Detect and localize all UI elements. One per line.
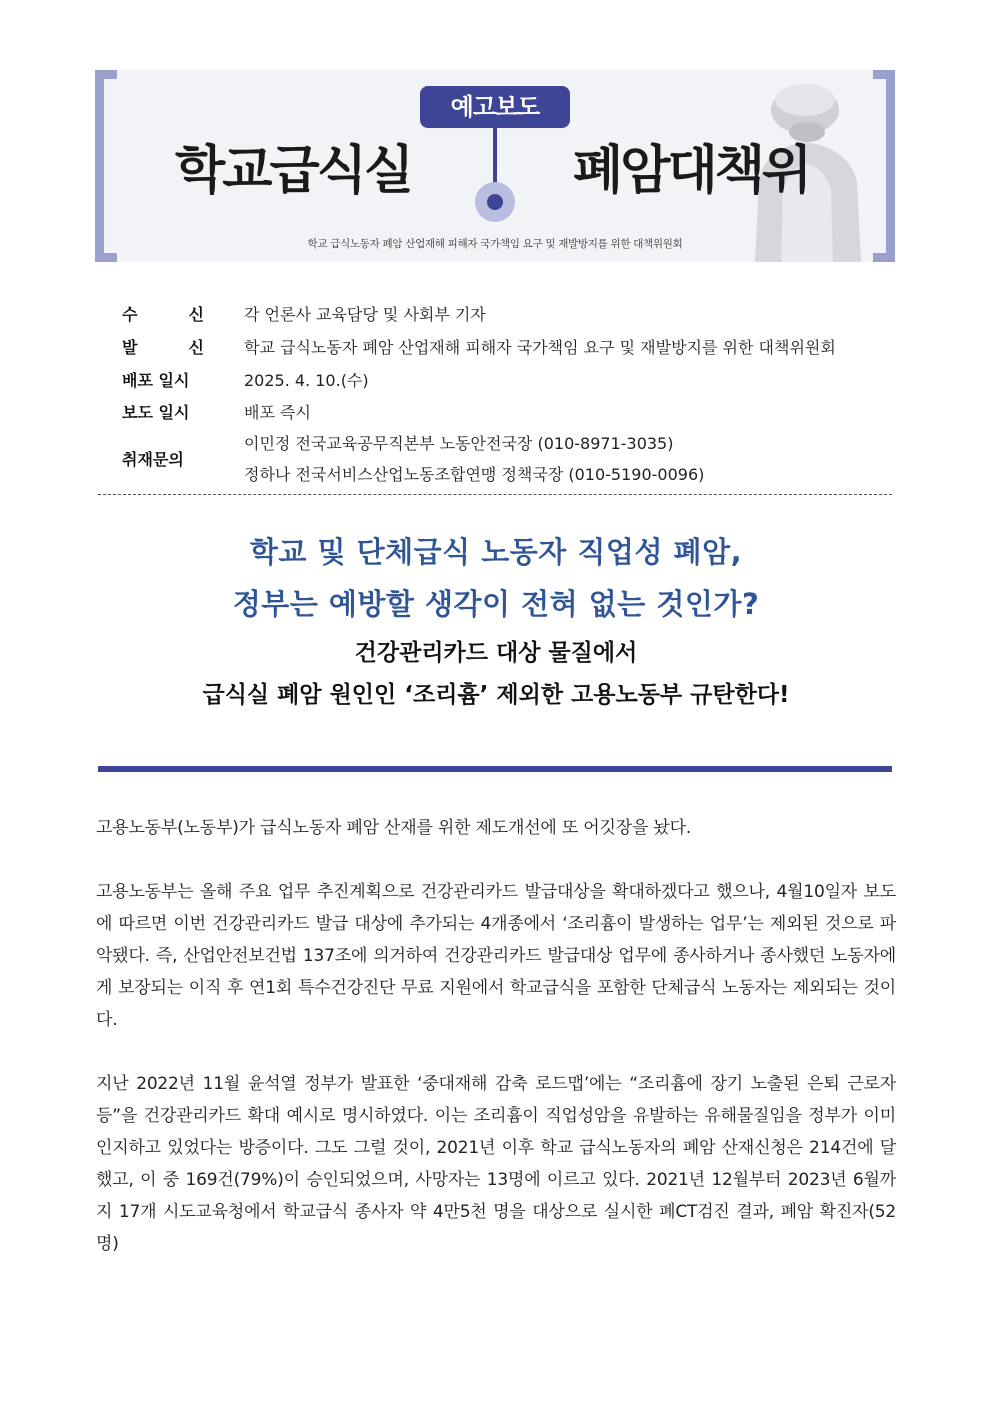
- recipient-label-a: 수: [122, 305, 138, 324]
- headline-line-2: 정부는 예방할 생각이 전혀 없는 것인가?: [232, 587, 760, 621]
- sender-value: 학교 급식노동자 폐암 산업재해 피해자 국가책임 요구 및 재발방지를 위한 대책위원회: [244, 338, 836, 357]
- report-label: 보도 일시: [122, 403, 190, 422]
- body-paragraph-3: 지난 2022년 11월 윤석열 정부가 발표한 ‘중대재해 감축 로드맵’에는 “조리흄에 장기 노출된 은퇴 근로자 등”을 건강관리카드 확대 예시로 명시하였다. 이는 조리흄이 직업성암을 유발하는 유해물질임을 정부가 이미 인지하고 있었다는 방증이다. 그도 그럴 것이, 2021년 이후 학교 급식노동자의 폐암 산재신청은 214건에 달했고, 이 중 169건(79%)이 승인되었으며, 사망자는 13명에 이르고 있다. 2021년 12월부터 2023년 6월까지 17개 시도교육청에서 학교급식 종사자 약 4만5천 명을 대상으로 실시한 폐CT검진 결과, 폐암 확진자(52명): [96, 1074, 896, 1254]
- distribution-value: 2025. 4. 10.(수): [244, 371, 369, 390]
- left-bracket: [95, 70, 117, 262]
- banner-left-title: 학교급식실: [175, 141, 412, 201]
- recipient-value: 각 언론사 교육담당 및 사회부 기자: [244, 305, 486, 324]
- report-value: 배포 즉시: [244, 403, 311, 422]
- recipient-label: [122, 302, 204, 325]
- body-paragraph-1: 고용노동부(노동부)가 급식노동자 폐암 산재를 위한 제도개선에 또 어깃장을 놨다.: [96, 818, 692, 838]
- subheadline-line-1: 건강관리카드 대상 물질에서: [354, 640, 638, 666]
- sender-label: [122, 335, 204, 358]
- headline-line-1: 학교 및 단체급식 노동자 직업성 폐암,: [249, 535, 743, 569]
- sender-label-a: 발: [122, 338, 138, 357]
- sender-label-b: 신: [188, 338, 204, 357]
- press-banner: [95, 70, 895, 262]
- recipient-label-b: 신: [188, 305, 204, 324]
- distribution-label: 배포 일시: [122, 371, 190, 390]
- body-paragraph-2: 고용노동부는 올해 주요 업무 추진계획으로 건강관리카드 발급대상을 확대하겠다고 했으나, 4월10일자 보도에 따르면 이번 건강관리카드 발급 대상에 추가되는 4개종에서 ‘조리흄이 발생하는 업무’는 제외된 것으로 파악됐다. 즉, 산업안전보건법 137조에 의거하여 건강관리카드 발급대상 업무에 종사하거나 종사했던 노동자에게 보장되는 이직 후 연1회 특수건강진단 무료 지원에서 학교급식을 포함한 단체급식 노동자는 제외되는 것이다.: [96, 882, 896, 1030]
- banner-right-title: 폐암대책위: [573, 141, 810, 201]
- preview-badge: 예고보도: [420, 86, 570, 128]
- contact-label: 취재문의: [122, 450, 184, 469]
- banner-subtitle: 학교 급식노동자 폐암 산업재해 피해자 국가책임 요구 및 재발방지를 위한 대책위원회: [307, 238, 683, 250]
- headline-rule: [98, 766, 892, 772]
- contact-value-2: 정하나 전국서비스산업노동조합연맹 정책국장 (010-5190-0096): [244, 465, 705, 484]
- info-divider: [98, 494, 892, 495]
- right-bracket: [873, 70, 895, 262]
- contact-value-1: 이민정 전국교육공무직본부 노동안전국장 (010-8971-3035): [244, 434, 674, 453]
- connector-dot-inner: [487, 194, 503, 210]
- subheadline-line-2: 급식실 폐암 원인인 ‘조리흄’ 제외한 고용노동부 규탄한다!: [202, 682, 790, 708]
